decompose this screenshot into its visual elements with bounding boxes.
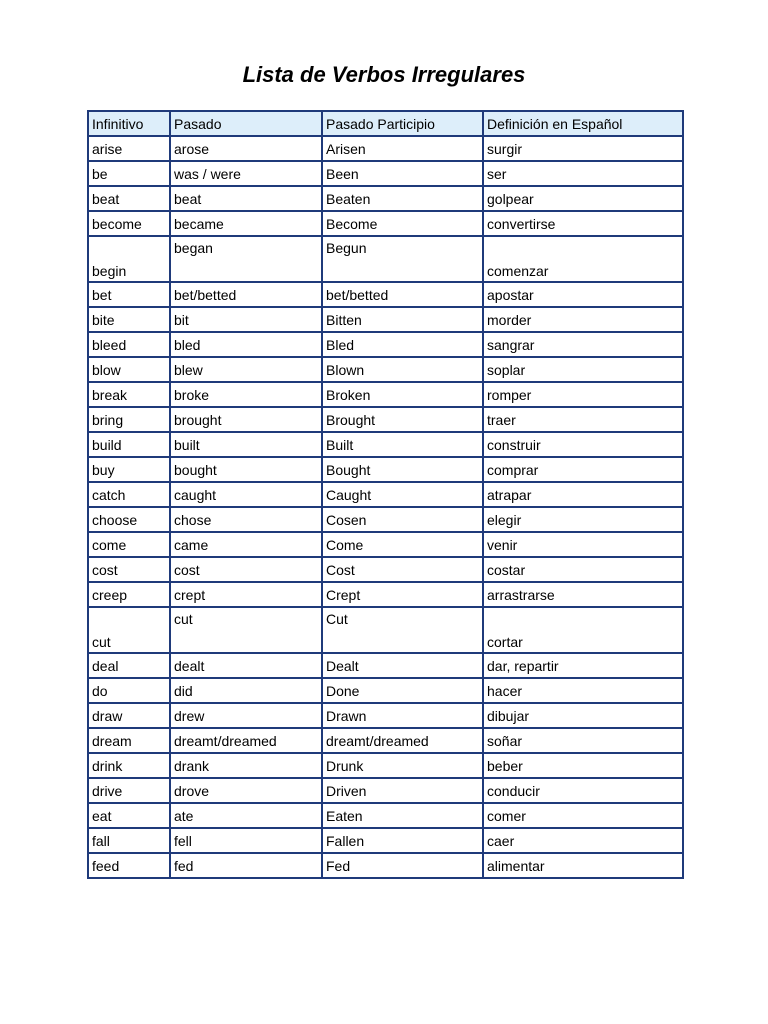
cell-definicion: romper <box>483 382 683 407</box>
cell-definicion: morder <box>483 307 683 332</box>
cell-pasado-participio: Cost <box>322 557 483 582</box>
cell-definicion: dar, repartir <box>483 653 683 678</box>
cell-infinitivo: bring <box>88 407 170 432</box>
table-row <box>88 728 683 753</box>
cell-definicion: cortar <box>483 607 683 653</box>
cell-infinitivo: break <box>88 382 170 407</box>
table-row <box>88 778 683 803</box>
table-row <box>88 703 683 728</box>
cell-definicion: hacer <box>483 678 683 703</box>
header-row <box>88 111 683 136</box>
cell-pasado: caught <box>170 482 322 507</box>
cell-definicion: soñar <box>483 728 683 753</box>
cell-definicion: convertirse <box>483 211 683 236</box>
table-row <box>88 607 683 653</box>
cell-pasado-participio: bet/betted <box>322 282 483 307</box>
header-pasado-participio: Pasado Participio <box>322 111 483 136</box>
cell-definicion: sangrar <box>483 332 683 357</box>
cell-pasado-participio: Arisen <box>322 136 483 161</box>
page-title: Lista de Verbos Irregulares <box>242 62 526 87</box>
table-row <box>88 678 683 703</box>
cell-pasado-participio: Become <box>322 211 483 236</box>
table-row <box>88 161 683 186</box>
cell-definicion: alimentar <box>483 853 683 878</box>
cell-pasado: bit <box>170 307 322 332</box>
cell-pasado-participio: Drunk <box>322 753 483 778</box>
cell-pasado-participio: Bought <box>322 457 483 482</box>
cell-pasado-participio: Bled <box>322 332 483 357</box>
cell-infinitivo: come <box>88 532 170 557</box>
cell-pasado: ate <box>170 803 322 828</box>
cell-infinitivo: be <box>88 161 170 186</box>
cell-pasado: fell <box>170 828 322 853</box>
cell-infinitivo: draw <box>88 703 170 728</box>
cell-pasado: broke <box>170 382 322 407</box>
table-row <box>88 582 683 607</box>
table-row <box>88 457 683 482</box>
cell-infinitivo: bleed <box>88 332 170 357</box>
table-row <box>88 282 683 307</box>
cell-definicion: comenzar <box>483 236 683 282</box>
table-row <box>88 753 683 778</box>
table-row <box>88 357 683 382</box>
cell-pasado-participio: Fed <box>322 853 483 878</box>
cell-pasado-participio: Come <box>322 532 483 557</box>
cell-infinitivo: beat <box>88 186 170 211</box>
cell-infinitivo: drive <box>88 778 170 803</box>
cell-definicion: conducir <box>483 778 683 803</box>
cell-pasado: brought <box>170 407 322 432</box>
table-row <box>88 828 683 853</box>
table-body <box>88 136 683 878</box>
cell-definicion: comer <box>483 803 683 828</box>
cell-pasado: beat <box>170 186 322 211</box>
table-row <box>88 332 683 357</box>
cell-pasado-participio: Built <box>322 432 483 457</box>
cell-pasado: came <box>170 532 322 557</box>
cell-pasado-participio: Fallen <box>322 828 483 853</box>
cell-pasado: built <box>170 432 322 457</box>
cell-definicion: arrastrarse <box>483 582 683 607</box>
cell-pasado-participio: Brought <box>322 407 483 432</box>
cell-infinitivo: blow <box>88 357 170 382</box>
cell-pasado: drove <box>170 778 322 803</box>
cell-pasado-participio: Beaten <box>322 186 483 211</box>
table-row <box>88 136 683 161</box>
table-row <box>88 532 683 557</box>
cell-pasado: began <box>170 236 322 282</box>
cell-pasado-participio: Eaten <box>322 803 483 828</box>
cell-infinitivo: feed <box>88 853 170 878</box>
cell-infinitivo: drink <box>88 753 170 778</box>
cell-pasado: drew <box>170 703 322 728</box>
cell-pasado-participio: Bitten <box>322 307 483 332</box>
cell-pasado-participio: Begun <box>322 236 483 282</box>
table-row <box>88 653 683 678</box>
table-row <box>88 482 683 507</box>
cell-pasado-participio: Blown <box>322 357 483 382</box>
cell-pasado-participio: Driven <box>322 778 483 803</box>
cell-infinitivo: eat <box>88 803 170 828</box>
cell-pasado-participio: Dealt <box>322 653 483 678</box>
cell-definicion: caer <box>483 828 683 853</box>
cell-infinitivo: bite <box>88 307 170 332</box>
table-row <box>88 507 683 532</box>
cell-pasado: blew <box>170 357 322 382</box>
cell-infinitivo: catch <box>88 482 170 507</box>
cell-pasado-participio: Drawn <box>322 703 483 728</box>
cell-infinitivo: cost <box>88 557 170 582</box>
cell-definicion: atrapar <box>483 482 683 507</box>
cell-definicion: beber <box>483 753 683 778</box>
verbs-table <box>87 110 684 879</box>
cell-definicion: elegir <box>483 507 683 532</box>
cell-pasado-participio: Cut <box>322 607 483 653</box>
cell-pasado: dealt <box>170 653 322 678</box>
table-row <box>88 307 683 332</box>
header-pasado: Pasado <box>170 111 322 136</box>
cell-infinitivo: deal <box>88 653 170 678</box>
cell-infinitivo: become <box>88 211 170 236</box>
cell-infinitivo: arise <box>88 136 170 161</box>
cell-infinitivo: creep <box>88 582 170 607</box>
cell-pasado: arose <box>170 136 322 161</box>
cell-definicion: surgir <box>483 136 683 161</box>
cell-pasado: dreamt/dreamed <box>170 728 322 753</box>
cell-pasado-participio: Cosen <box>322 507 483 532</box>
header-infinitivo: Infinitivo <box>88 111 170 136</box>
table-header <box>88 111 683 136</box>
cell-pasado: became <box>170 211 322 236</box>
cell-infinitivo: choose <box>88 507 170 532</box>
cell-pasado: bled <box>170 332 322 357</box>
cell-pasado: drank <box>170 753 322 778</box>
cell-pasado: crept <box>170 582 322 607</box>
cell-definicion: construir <box>483 432 683 457</box>
table-row <box>88 803 683 828</box>
cell-pasado: bought <box>170 457 322 482</box>
cell-pasado-participio: Caught <box>322 482 483 507</box>
cell-infinitivo: do <box>88 678 170 703</box>
cell-infinitivo: fall <box>88 828 170 853</box>
cell-infinitivo: dream <box>88 728 170 753</box>
cell-pasado: fed <box>170 853 322 878</box>
cell-infinitivo: bet <box>88 282 170 307</box>
cell-pasado: cut <box>170 607 322 653</box>
cell-definicion: costar <box>483 557 683 582</box>
cell-infinitivo: begin <box>88 236 170 282</box>
header-definicion: Definición en Español <box>483 111 683 136</box>
cell-pasado: bet/betted <box>170 282 322 307</box>
cell-infinitivo: buy <box>88 457 170 482</box>
cell-definicion: ser <box>483 161 683 186</box>
cell-infinitivo: build <box>88 432 170 457</box>
cell-pasado-participio: Done <box>322 678 483 703</box>
table-row <box>88 853 683 878</box>
table-row <box>88 236 683 282</box>
cell-pasado: chose <box>170 507 322 532</box>
table-row <box>88 557 683 582</box>
cell-definicion: venir <box>483 532 683 557</box>
cell-definicion: comprar <box>483 457 683 482</box>
cell-pasado: did <box>170 678 322 703</box>
cell-definicion: apostar <box>483 282 683 307</box>
cell-pasado: cost <box>170 557 322 582</box>
cell-pasado-participio: Been <box>322 161 483 186</box>
table-row <box>88 432 683 457</box>
table-row <box>88 211 683 236</box>
cell-pasado-participio: dreamt/dreamed <box>322 728 483 753</box>
table-row <box>88 186 683 211</box>
cell-pasado: was / were <box>170 161 322 186</box>
cell-definicion: dibujar <box>483 703 683 728</box>
cell-infinitivo: cut <box>88 607 170 653</box>
cell-pasado-participio: Crept <box>322 582 483 607</box>
cell-definicion: soplar <box>483 357 683 382</box>
cell-definicion: traer <box>483 407 683 432</box>
table-row <box>88 382 683 407</box>
cell-pasado-participio: Broken <box>322 382 483 407</box>
table-row <box>88 407 683 432</box>
cell-definicion: golpear <box>483 186 683 211</box>
